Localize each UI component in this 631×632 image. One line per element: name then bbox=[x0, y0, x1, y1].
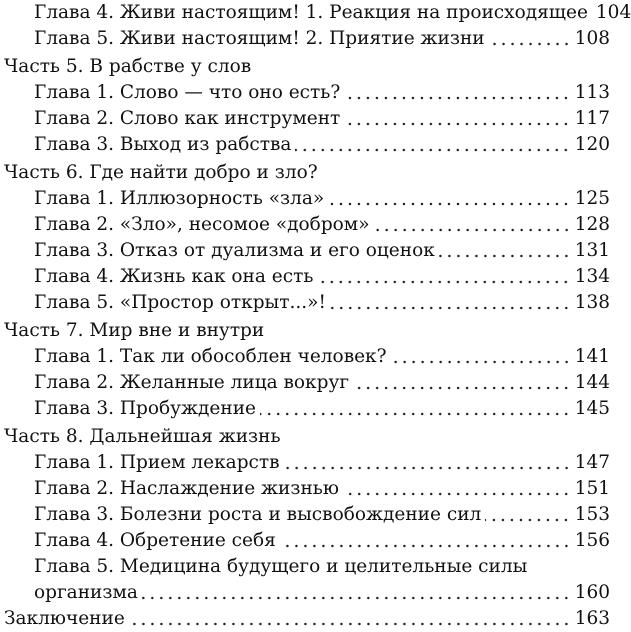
toc-chapter-entry-continued bbox=[4, 580, 610, 606]
toc-page-number: 141 bbox=[574, 346, 610, 367]
toc-chapter-entry bbox=[4, 132, 610, 158]
toc-entry-title: Глава 2. Слово как инструмент bbox=[34, 108, 341, 129]
toc-chapter-entry bbox=[4, 528, 610, 554]
toc-chapter-entry bbox=[4, 450, 610, 476]
toc-entry-title: Часть 6. Где найти добро и зло? bbox=[4, 162, 318, 183]
toc-page-number: 145 bbox=[574, 398, 610, 419]
toc-entry-title: Глава 3. Выход из рабства bbox=[34, 134, 292, 155]
toc-page-number: 151 bbox=[574, 478, 610, 499]
toc-chapter-entry bbox=[4, 26, 610, 52]
toc-page-number: 147 bbox=[574, 452, 610, 473]
dot-leader bbox=[439, 254, 571, 258]
toc-chapter-entry bbox=[4, 212, 610, 238]
toc-chapter-entry bbox=[4, 476, 610, 502]
dot-leader bbox=[343, 492, 571, 496]
toc-page-number: 134 bbox=[574, 266, 610, 287]
toc-page-number: 156 bbox=[574, 530, 610, 551]
toc-chapter-entry bbox=[4, 238, 610, 264]
toc-part-heading bbox=[4, 424, 610, 450]
toc-entry-title: Глава 1. Слово — что оно есть? bbox=[34, 82, 341, 103]
toc-page-number: 160 bbox=[574, 582, 610, 603]
toc-entry-title: Глава 2. «Зло», несомое «добром» bbox=[34, 214, 370, 235]
toc-top-entry bbox=[4, 606, 610, 632]
toc-entry-title: Глава 5. Медицина будущего и целительные силы bbox=[34, 556, 528, 577]
toc-entry-title: Глава 1. Так ли обособлен человек? bbox=[34, 346, 387, 367]
toc-page-number: 113 bbox=[574, 82, 610, 103]
toc-entry-title: Глава 3. Отказ от дуализма и его оценок bbox=[34, 240, 435, 261]
toc-chapter-entry bbox=[4, 106, 610, 132]
toc-page-number: 131 bbox=[574, 240, 610, 261]
toc-chapter-entry bbox=[4, 396, 610, 422]
toc-page-number: 125 bbox=[574, 188, 610, 209]
toc-entry-title: Глава 3. Пробуждение bbox=[34, 398, 256, 419]
dot-leader bbox=[391, 360, 571, 364]
toc-entry-title: Заключение bbox=[4, 608, 125, 629]
toc-entry-title: Глава 4. Живи настоящим! 1. Реакция на происходящее bbox=[34, 2, 588, 23]
toc-chapter-entry bbox=[4, 186, 610, 212]
toc-part-heading bbox=[4, 318, 610, 344]
toc-entry-title: Часть 5. В рабстве у слов bbox=[4, 56, 252, 77]
toc-page-number: 144 bbox=[574, 372, 610, 393]
toc-chapter-entry bbox=[4, 370, 610, 396]
toc-entry-title: организма bbox=[34, 582, 138, 603]
toc-page-number: 108 bbox=[574, 28, 610, 49]
dot-leader bbox=[344, 122, 570, 126]
toc-page-number: 163 bbox=[574, 608, 610, 629]
toc-page-number: 153 bbox=[574, 504, 610, 525]
dot-leader bbox=[142, 596, 571, 600]
dot-leader bbox=[328, 202, 570, 206]
dot-leader bbox=[485, 518, 570, 522]
dot-leader bbox=[317, 280, 570, 284]
toc-chapter-entry bbox=[4, 554, 610, 580]
toc-entry-title: Часть 8. Дальнейшая жизнь bbox=[4, 426, 281, 447]
toc-page-number: 138 bbox=[574, 292, 610, 313]
dot-leader bbox=[295, 148, 570, 152]
toc-chapter-entry bbox=[4, 0, 631, 26]
toc-page-number: 128 bbox=[574, 214, 610, 235]
toc-entry-title: Глава 2. Желанные лица вокруг bbox=[34, 372, 350, 393]
toc-chapter-entry bbox=[4, 502, 610, 528]
toc-entry-title: Глава 5. «Простор открыт...»! bbox=[34, 292, 326, 313]
dot-leader bbox=[344, 96, 570, 100]
dot-leader bbox=[489, 42, 571, 46]
toc-entry-title: Глава 3. Болезни роста и высвобождение сил bbox=[34, 504, 482, 525]
toc-chapter-entry bbox=[4, 80, 610, 106]
toc-entry-title: Часть 7. Мир вне и внутри bbox=[4, 320, 265, 341]
toc-entry-title: Глава 4. Жизнь как она есть bbox=[34, 266, 314, 287]
toc-entry-title: Глава 4. Обретение себя bbox=[34, 530, 276, 551]
table-of-contents bbox=[4, 0, 631, 632]
dot-leader bbox=[129, 622, 571, 626]
dot-leader bbox=[260, 412, 571, 416]
toc-part-heading bbox=[4, 54, 610, 80]
toc-part-heading bbox=[4, 160, 610, 186]
dot-leader bbox=[330, 306, 571, 310]
toc-entry-title: Глава 1. Иллюзорность «зла» bbox=[34, 188, 325, 209]
toc-entry-title: Глава 2. Наслаждение жизнью bbox=[34, 478, 339, 499]
dot-leader bbox=[284, 466, 571, 470]
dot-leader bbox=[353, 386, 571, 390]
dot-leader bbox=[280, 544, 571, 548]
toc-page-number: 104 bbox=[595, 2, 631, 23]
toc-page-number: 117 bbox=[574, 108, 610, 129]
toc-chapter-entry bbox=[4, 264, 610, 290]
toc-entry-title: Глава 1. Прием лекарств bbox=[34, 452, 280, 473]
toc-entry-title: Глава 5. Живи настоящим! 2. Приятие жизни bbox=[34, 28, 485, 49]
toc-chapter-entry bbox=[4, 344, 610, 370]
toc-page-number: 120 bbox=[574, 134, 610, 155]
dot-leader bbox=[374, 228, 571, 232]
toc-chapter-entry bbox=[4, 290, 610, 316]
